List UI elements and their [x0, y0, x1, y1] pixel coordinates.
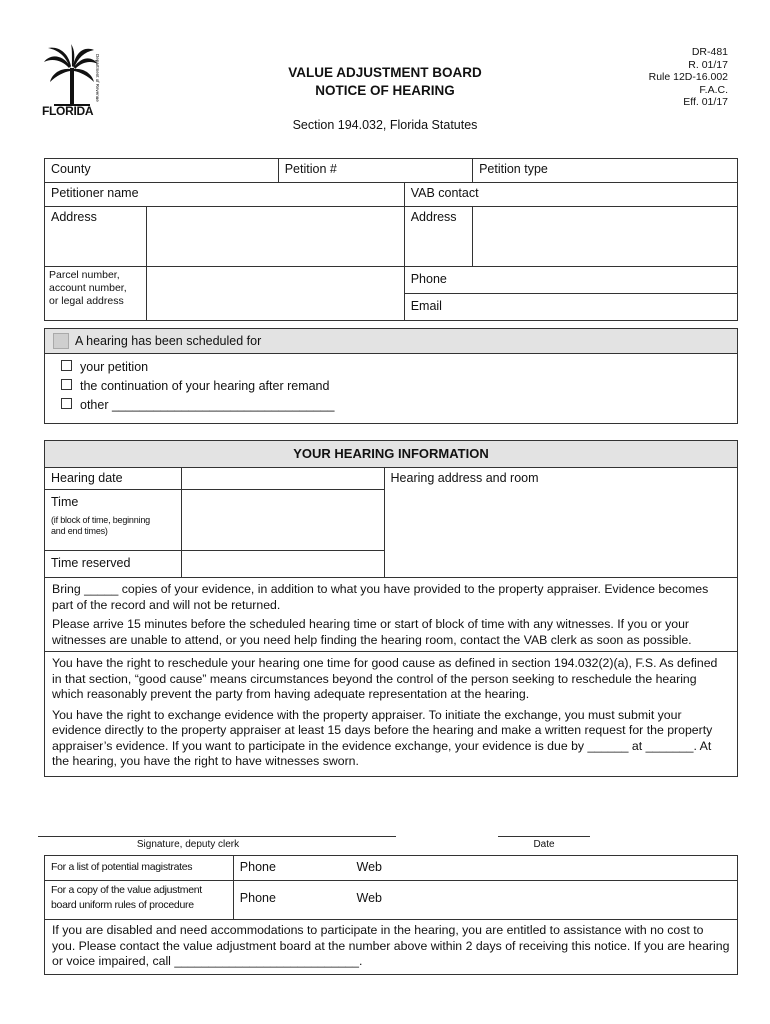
hearing-info-table [44, 440, 738, 777]
arrive-early-text: Please arrive 15 minutes before the scheduled hearing time or start of block of time with any witnesses. If you or your witnesses are unable to attend, or you need help finding the hearing room, contact the VAB clerk as soon as possible. [52, 617, 692, 647]
rules-web-label: Web [356, 891, 382, 905]
scheduled-header [45, 329, 737, 354]
time-reserved-label: Time reserved [45, 551, 182, 578]
parcel-label-line1: Parcel number, [49, 269, 120, 281]
hearing-info-header: YOUR HEARING INFORMATION [45, 441, 738, 468]
form-fac: F.A.C. [699, 83, 728, 96]
parcel-label-cell [45, 267, 147, 321]
vab-email-label: Email [410, 299, 442, 313]
form-rule: Rule 12D-16.002 [648, 71, 728, 83]
date-caption: Date [533, 839, 555, 850]
petition-number-field[interactable] [278, 159, 472, 183]
rules-label-1: For a copy of the value adjustment [51, 884, 202, 896]
vab-address-field[interactable] [473, 207, 738, 267]
vab-email-field[interactable] [404, 294, 737, 321]
scheduled-header-text: A hearing has been scheduled for [75, 334, 262, 348]
petition-number-label: Petition # [284, 162, 337, 176]
magistrates-web-label: Web [356, 860, 382, 874]
checkbox-icon[interactable] [61, 379, 72, 390]
magistrates-contact [233, 856, 737, 881]
date-line[interactable] [498, 836, 590, 837]
petition-type-field[interactable] [473, 159, 738, 183]
signature-line[interactable] [38, 836, 396, 837]
logo-dept-text: Department of Revenue [95, 54, 100, 102]
time-reserved-field[interactable] [181, 551, 384, 578]
signature-caption: Signature, deputy clerk [136, 839, 240, 850]
form-title-line2: NOTICE OF HEARING [315, 83, 455, 98]
vab-contact-label: VAB contact [410, 186, 479, 200]
checkbox-icon[interactable] [61, 398, 72, 409]
magistrates-label: For a list of potential magistrates [45, 856, 234, 881]
option-label: your petition [80, 360, 149, 374]
parcel-label-line2: account number, [49, 282, 127, 294]
petitioner-address-field[interactable] [147, 207, 405, 267]
bring-copies-text: Bring _____ copies of your evidence, in addition to what you have provided to the property appraiser. Evidence becomes part of the record and will not be returned. [52, 582, 709, 612]
county-field[interactable] [45, 159, 279, 183]
hearing-date-field[interactable] [181, 468, 384, 490]
rules-label-cell [45, 881, 234, 920]
form-effective: Eff. 01/17 [683, 96, 728, 108]
magistrates-phone-label: Phone [239, 860, 276, 874]
option-continuation[interactable] [61, 377, 737, 396]
vab-phone-label: Phone [410, 272, 447, 286]
logo-wordmark: FLORIDA [42, 104, 94, 118]
option-label: other ________________________________ [80, 398, 335, 412]
county-label: County [51, 162, 91, 176]
option-other[interactable] [61, 396, 737, 415]
rules-label-2: board uniform rules of procedure [51, 899, 194, 911]
rules-phone-label: Phone [239, 891, 276, 905]
petitioner-address-label: Address [51, 210, 97, 224]
time-note-1: (if block of time, beginning [51, 515, 150, 525]
form-title-line1: VALUE ADJUSTMENT BOARD [288, 65, 482, 80]
checkbox-icon[interactable] [61, 360, 72, 371]
vab-address-label-cell [404, 207, 472, 267]
time-field[interactable] [181, 490, 384, 551]
statute-reference: Section 194.032, Florida Statutes [292, 118, 478, 132]
hearing-address-field[interactable] [384, 468, 737, 578]
option-your-petition[interactable] [61, 358, 737, 377]
disability-notice: If you are disabled and need accommodations to participate in the hearing, you are entitled to assistance with no cost to you. Please contact the value adjustment board at the number above within 2 days of receiving this notice. If you are hearing or voice impaired, call ___________________________. [45, 920, 738, 975]
time-label: Time [51, 495, 79, 509]
parcel-label-line3: or legal address [49, 295, 124, 307]
evidence-instructions [45, 578, 738, 652]
vab-contact-field[interactable] [404, 183, 737, 207]
time-note-2: and end times) [51, 526, 108, 536]
hearing-date-label: Hearing date [45, 468, 182, 490]
time-label-cell [45, 490, 182, 551]
form-identifier [649, 46, 728, 109]
vab-phone-field[interactable] [404, 267, 737, 294]
reschedule-right-text: You have the right to reschedule your hearing one time for good cause as defined in section 194.032(2)(a), F.S. As defined in that section, “good cause” means circumstances beyond the control of the person seeking to reschedule the hearing which reasonably prevent the party from having adequate representation at the hearing. [52, 656, 718, 701]
hearing-address-label: Hearing address and room [390, 471, 539, 485]
option-label: the continuation of your hearing after remand [80, 379, 330, 393]
petition-type-label: Petition type [479, 162, 548, 176]
contact-table [44, 855, 738, 975]
rules-contact [233, 881, 737, 920]
address-label-cell [45, 207, 147, 267]
rights-section [45, 652, 738, 777]
vab-address-label: Address [410, 210, 457, 224]
hearing-scheduled-box [44, 328, 738, 424]
petitioner-name-field[interactable] [45, 183, 405, 207]
evidence-exchange-text: You have the right to exchange evidence with the property appraiser. To initiate the exchange, you must submit your evidence directly to the property appraiser at least 15 days before the hearing and make a written request for the property appraiser’s evidence. If you want to participate in the evidence exchange, your evidence is due by ______ at _______. At the hearing, you have the right to have witnesses sworn. [52, 707, 713, 768]
form-number: DR-481 [691, 46, 728, 58]
petitioner-name-label: Petitioner name [51, 186, 139, 200]
petition-info-table [44, 158, 738, 321]
parcel-field[interactable] [147, 267, 405, 321]
form-revision: R. 01/17 [688, 58, 728, 71]
scheduled-checkbox[interactable] [53, 333, 69, 349]
